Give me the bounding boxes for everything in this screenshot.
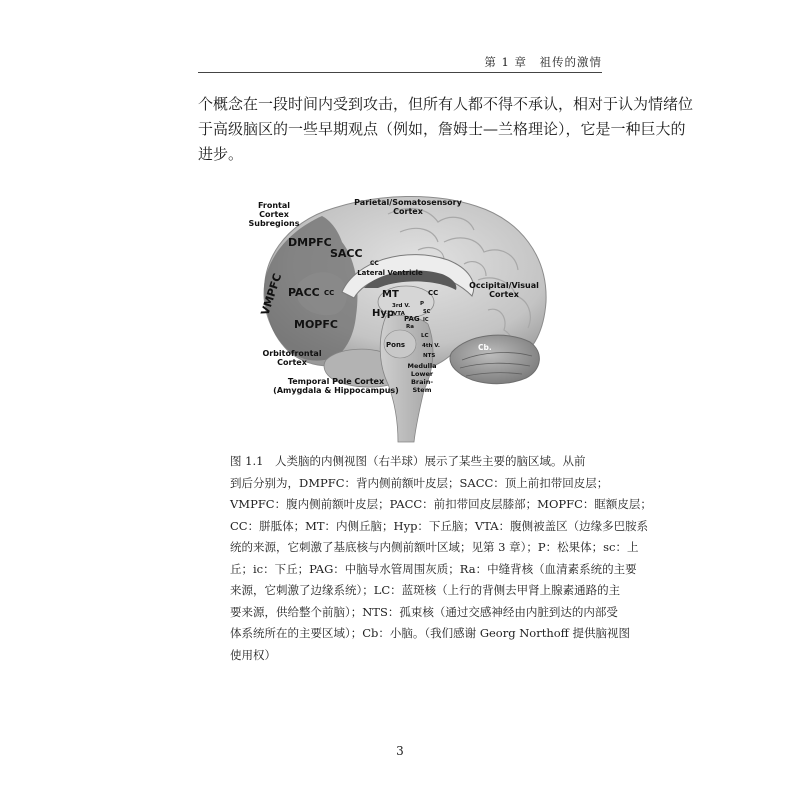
caption-line: 统的来源，它刺激了基底核与内侧前额叶区域；见第 3 章）；P：松果体；sc：上 xyxy=(230,540,639,554)
label-sacc: SACC xyxy=(330,247,363,260)
label-temporal-2: (Amygdala & Hippocampus) xyxy=(273,386,399,395)
label-vta: VTA xyxy=(393,311,405,317)
label-lc: LC xyxy=(421,333,429,339)
label-third-v: 3rd V. xyxy=(392,303,411,309)
label-frontal-2: Cortex xyxy=(259,210,289,219)
caption-line: 体系统所在的主要区域）；Cb：小脑。（我们感谢 Georg Northoff 提供脑视图 xyxy=(230,626,631,640)
label-medulla-4: Stem xyxy=(412,386,432,394)
label-ic: IC xyxy=(423,317,429,323)
label-pons: Pons xyxy=(386,341,406,349)
label-p: P xyxy=(420,301,425,307)
brain-medial-view-image xyxy=(238,184,564,446)
label-cb: Cb. xyxy=(478,343,492,352)
label-occipital-1: Occipital/Visual xyxy=(469,281,539,290)
body-line: 于高级脑区的一些早期观点（例如，詹姆士—兰格理论），它是一种巨大的 xyxy=(198,120,686,138)
label-ra: Ra xyxy=(406,324,414,330)
label-cc-top: CC xyxy=(370,260,379,267)
label-occipital-2: Cortex xyxy=(489,290,519,299)
caption-line: VMPFC：腹内侧前额叶皮层；PACC：前扣带回皮层膝部；MOPFC：眶额皮层； xyxy=(230,497,652,511)
caption-line: 要来源，供给整个前脑）；NTS：孤束核（通过交感神经由内脏到达的内部受 xyxy=(230,604,618,619)
label-hyp: Hyp xyxy=(372,308,395,319)
label-nts: NTS xyxy=(423,353,436,359)
brain-figure xyxy=(238,184,564,446)
label-pacc: PACC xyxy=(288,286,320,299)
caption-line: 使用权） xyxy=(230,647,276,662)
caption-line: 到后分别为，DMPFC：背内侧前额叶皮层；SACC：顶上前扣带回皮层； xyxy=(230,475,609,490)
label-parietal-2: Cortex xyxy=(393,207,423,216)
label-medulla-2: Lower xyxy=(410,370,434,378)
caption-line: 来源，它刺激了边缘系统）；LC：蓝斑核（上行的背侧去甲肾上腺素通路的主 xyxy=(230,583,621,597)
label-temporal-1: Temporal Pole Cortex xyxy=(287,377,385,386)
header-rule xyxy=(198,72,602,73)
label-cc-right: CC xyxy=(428,289,439,297)
label-sc: SC xyxy=(423,309,431,315)
label-vmpfc: VMPFC xyxy=(258,271,285,317)
label-lateral-ventricle: Lateral Ventricle xyxy=(357,269,423,277)
caption-line: 丘；ic：下丘；PAG：中脑导水管周围灰质；Ra：中缝背核（血清素系统的主要 xyxy=(230,561,637,576)
caption-line: CC：胼胝体；MT：内侧丘脑；Hyp：下丘脑；VTA：腹侧被盖区（边缘多巴胺系 xyxy=(230,518,649,533)
label-parietal-1: Parietal/Somatosensory xyxy=(354,198,462,207)
body-line: 进步。 xyxy=(198,145,244,163)
label-pag: PAG xyxy=(404,315,420,323)
label-medulla-1: Medulla xyxy=(407,362,437,370)
label-orbitofrontal-2: Cortex xyxy=(277,358,307,367)
label-medulla-3: Brain- xyxy=(410,378,434,386)
frontal-label xyxy=(249,201,300,228)
label-orbitofrontal-1: Orbitofrontal xyxy=(262,349,322,358)
label-frontal-1: Frontal xyxy=(257,201,291,210)
body-paragraph xyxy=(198,92,694,167)
caption-line: 图 1.1 人类脑的内侧视图（右半球）展示了某些主要的脑区域。从前 xyxy=(230,454,586,468)
label-dmpfc: DMPFC xyxy=(288,236,332,249)
label-fourth-v: 4th V. xyxy=(422,343,440,349)
figure-caption xyxy=(230,451,652,666)
label-mt: MT xyxy=(382,289,399,300)
label-frontal-3: Subregions xyxy=(248,219,300,228)
label-mopfc: MOPFC xyxy=(294,318,338,331)
page-number: 3 xyxy=(396,744,404,758)
body-line: 个概念在一段时间内受到攻击，但所有人都不得不承认，相对于认为情绪位 xyxy=(198,95,694,113)
running-header: 第 1 章 祖传的激情 xyxy=(484,55,602,69)
label-cc-left: CC xyxy=(324,289,335,297)
